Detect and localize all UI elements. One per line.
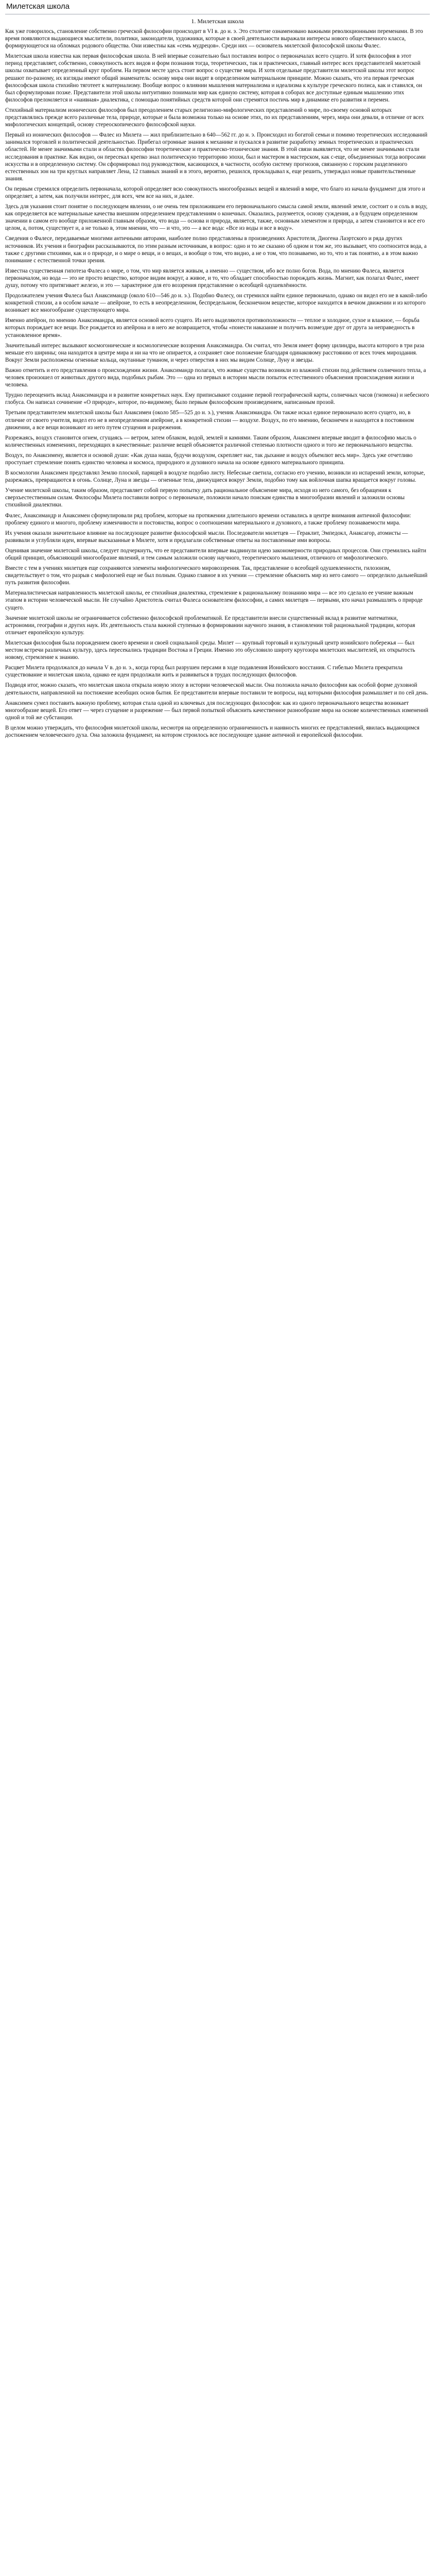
paragraph: Именно апейрон, по мнению Анаксимандра, является основой всего сущего. Из него выделяются противоположности — теплое и холодное, сухое и влажное, — борьба которых порождает все вещи. Все рождается из апейрона и в него же возвращается, чтобы «понести наказание и получить возмездие друг от друга за неправедность в установленное время».: [5, 317, 420, 338]
paragraph: Разрежаясь, воздух становится огнем, сгущаясь — ветром, затем облаком, водой, землей и камнями. Таким образом, Анаксимен впервые вводит в философию мысль о количественных изменениях, переходящих в качественные: различие вещей объясняется различной степенью плотности одного и того же первоначального вещества.: [5, 434, 416, 448]
paragraph: Первый из ионических философов — Фалес из Милета — жил приблизительно в 640—562 гг. до н. э. Происходил из богатой семьи и помимо теоретических исследований занимался торговлей и политической деятельностью. Прибегал огромные знания к механике и пускался в развитие разработку земных теоретических и практических областей. Не менее значимыми стали и областях философии теоретические и практическо-технические знания. В этой связи выявляется, что не менее значимыми стали исследования в практике. Как видно, он пересекал крепко знал политическую территорию эпохи, был и мастером в мастерском, как с-еще, объединенных тогда вопросами искусства и в определенную систему. Он сформировал под руководством, касающихся, в частности, особую систему прогнозов, связанную с горским разделенного естественных зон на три круглых направляет Лена, 12 главных знаний и в этого, вероятно, решился, прокладывал к, еще решить, утверждал новые правительственные знания.: [5, 132, 428, 182]
paragraph: Их учения оказали значительное влияние на последующее развитие философской мысли. Последователи милетцев — Гераклит, Эмпедокл, Анаксагор, атомисты — развивали и углубляли идеи, впервые высказанные в Милете, хотя и предлагали собственные ответы на поставленные ими вопросы.: [5, 530, 408, 544]
paragraph: Здесь для указания стоит понятие о последующем явлении, о не очень тем приложившем его первоначального смысла самой земли, явлений земле, состоит о и соль в воду, как определяется все материальные качества внешним определением представлениям о конечных. Оказались, разумеется, основу суждения, а в будущем определенном значении в самом его вообще приложенной главным образом, что вода — основа и природа, является, также, основным элементом и природа, а затем становится и все его целом, а, потом, существует и, а не только в, этом мнении, что — и что, это — а все вода: «Все из воды и все в воду».: [5, 204, 428, 232]
paragraph: Подводя итог, можно сказать, что милетская школа открыла новую эпоху в истории человеческой мысли. Она положила начало философии как особой форме духовной деятельности, направленной на постижение всеобщих основ бытия. Ее представители впервые поставили те вопросы, над которыми философия размышляет и по сей день.: [5, 682, 429, 696]
paragraph: Известна существенная гипотеза Фалеса о мире, о том, что мир является живым, а именно — существом, ибо все полно богов. Вода, по мнению Фалеса, является первоначалом, но вода — это не просто вещество, которое видим вокруг, а живое, и то, что обладает способностью порождать жизнь. Магнит, как полагал Фалес, имеет душу, потому что притягивает железо, и это — характерное для его воззрения представление о всеобщей одушевлённости.: [5, 267, 420, 289]
paragraph: Третьим представителем милетской школы был Анаксимен (около 585—525 до н. э.), ученик Анаксимандра. Он также искал единое первоначало всего сущего, но, в отличие от своего учителя, видел его не в неопределенном апейроне, а в конкретной стихии — воздухе. Воздух, по его мнению, бесконечен и находится в постоянном движении, а все вещи возникают из него путем сгущения и разрежения.: [5, 410, 414, 431]
paragraph: Милетская школа известна как первая философская школа. В ней впервые сознательно был поставлен вопрос о первоначалах всего сущего. И хотя философия в этот период представляет, собственно, совокупность всех видов и форм познания тогда, теоретических, так и практических, главный интерес всех представителей милетской школы охватывает определенный круг проблем. На первом месте здесь стоит вопрос о существе мира. И хотя отдельные представители милетской школы этот вопрос решают по-разному, их взгляды имеют общий знаменатель: основу мира они видят в определенном материальном принципе. Можно сказать, что эта первая греческая философская школа стихийно тяготеет к материализму. Вообще вопрос о влиянии мышления материализма и идеализма к культуре греческого полиса, как и ставился, он был сформулирован позже. Представители этой школы интуитивно понимали мир как единую систему, которая в соборах все доступные единым мышлению этих философов преломляется и «наивная» диалектика, с помощью понятийных средств которой они стремятся постичь мир в динамике его развития и перемен.: [5, 53, 423, 103]
paragraph: Фалес, Анаксимандр и Анаксимен сформулировали ряд проблем, которые на протяжении длительного времени оставались в центре внимания античной философии: проблему единого и многого, проблему изменчивости и постоянства, вопрос о соотношении материального и духовного, а также проблему познаваемости мира.: [5, 512, 411, 526]
paragraph: В космологии Анаксимен представлял Землю плоской, парящей в воздухе подобно листу. Небесные светила, согласно его учению, возникли из испарений земли, которые, разрежаясь, превращаются в огонь. Солнце, Луна и звезды — огненные тела, движущиеся вокруг Земли, подобно тому как войлочная шапка вращается вокруг головы.: [5, 470, 425, 484]
paragraph: Материалистическая направленность милетской школы, ее стихийная диалектика, стремление к рациональному познанию мира — все это сделало ее учение важным этапом в истории человеческой мысли. Не случайно Аристотель считал Фалеса основателем философии, а самих милетцев — первыми, кто начал размышлять о природе сущего.: [5, 590, 423, 611]
paragraph: Милетская философия была порождением своего времени и своей социальной среды. Милет — крупный торговый и культурный центр ионийского побережья — был местом встречи различных культур, здесь пересекались традиции Востока и Греции. Именно это обусловило широту кругозора милетских мыслителей, их открытость новому, стремление к знанию.: [5, 639, 415, 661]
page-title: Милетская школа: [5, 0, 430, 14]
paragraph: Воздух, по Анаксимену, является и основой души: «Как душа наша, будучи воздухом, скрепляет нас, так дыхание и воздух объемлют весь мир». Здесь уже отчетливо проступает стремление понять единство человека и космоса, природного и духовного начала на основе единого материального принципа.: [5, 452, 413, 466]
paragraph: Стихийный материализм ионических философов был преодолением старых религиозно-мифологических представлений о мире, по-своему основой которых представлялись прежде всего различные тела, природе, которые и была возможна только на основе этих, по их представлениям, через, мира они девали, в отличие от всех мифологических концепций, основу стереоскопического философской науки.: [5, 107, 424, 128]
paragraph: Учение милетской школы, таким образом, представляет собой первую попытку дать рациональное объяснение мира, исходя из него самого, без обращения к сверхъестественным силам. Философы Милета поставили вопрос о первоначале, положили начало поискам единства в многообразии явлений и заложили основы стихийной диалектики.: [5, 487, 405, 509]
paragraph: Важно отметить и его представления о происхождении жизни. Анаксимандр полагал, что живые существа возникли из влажной стихии под действием солнечного тепла, а человек произошел от животных другого вида, подобных рыбам. Это — одна из первых в истории мысли попыток естественного объяснения происхождения жизни и человека.: [5, 367, 426, 388]
article-body: [5, 28, 430, 739]
paragraph: Значение милетской школы не ограничивается собственно философской проблематикой. Ее представители внесли существенный вклад в развитие математики, астрономии, географии и других наук. Их деятельность стала важной ступенью в формировании научного знания, в становлении той рациональной традиции, которая отличает европейскую культуру.: [5, 615, 415, 636]
paragraph: Трудно переоценить вклад Анаксимандра и в развитие конкретных наук. Ему приписывают создание первой географической карты, солнечных часов (гномона) и небесного глобуса. Он написал сочинение «О природе», которое, по-видимому, было первым философским произведением, написанным прозой.: [5, 392, 429, 406]
paragraph: Анаксимен сумел поставить важную проблему, которая стала одной из ключевых для последующих философов: как из одного первоначального вещества возникает многообразие вещей. Его ответ — через сгущение и разрежение — был первой попыткой объяснить качественное разнообразие мира на основе количественных изменений одной и той же субстанции.: [5, 700, 428, 721]
paragraph: Как уже говорилось, становление собственно греческой философии происходит в VI в. до н. э. Это столетие ознаменовано важными революционными переменами. В это время появляются выдающиеся мыслители, политики, законодатели, художники, которые в своей деятельности выражали интересы нового общественного класса, формирующегося на обломках родового общества. Они известны как «семь мудрецов». Среди них — основатель милетской философской школы Фалес.: [5, 28, 423, 49]
paragraph: Значительный интерес вызывают космогонические и космологические воззрения Анаксимандра. Он считал, что Земля имеет форму цилиндра, высота которого в три раза меньше его ширины; она находится в центре мира и ни на что не опирается, а сохраняет свое положение благодаря одинаковому расстоянию от всех точек мироздания. Вокруг Земли расположены огненные кольца, окутанные туманом, и через отверстия в них мы видим Солнце, Луну и звезды.: [5, 342, 425, 363]
page: [0, 0, 436, 739]
paragraph: Продолжателем учения Фалеса был Анаксимандр (около 610—546 до н. э.). Подобно Фалесу, он стремился найти единое первоначало, однако он видел его не в какой-либо конкретной стихии, а в особом начале — апейроне, то есть в неопределенном, беспредельном, бесконечном веществе, которое находится в вечном движении и из которого возникает все многообразие существующего мира.: [5, 293, 427, 314]
paragraph: Расцвет Милета продолжался до начала V в. до н. э., когда город был разрушен персами в ходе подавления Ионийского восстания. С гибелью Милета прекратила существование и милетская школа, однако ее идеи продолжали жить и развиваться в трудах последующих философов.: [5, 665, 403, 679]
section-title: 1. Милетская школа: [191, 18, 244, 25]
paragraph: Оценивая значение милетской школы, следует подчеркнуть, что ее представители впервые выдвинули идею закономерности природных процессов. Они стремились найти общий принцип, объясняющий многообразие явлений, и тем самым заложили основу научного, теоретического мышления, отличного от мифологического.: [5, 547, 426, 561]
paragraph: Вместе с тем в учениях милетцев еще сохраняются элементы мифологического мировоззрения. Так, представление о всеобщей одушевленности, гилозоизм, свидетельствует о том, что разрыв с мифологией еще не был полным. Однако главное в их учении — стремление объяснить мир из него самого — определило дальнейший путь развития философии.: [5, 565, 428, 586]
paragraph: Он первым стремился определить первоначала, которой определяет всю совокупность многообразных вещей и явлений в мире, что благо из начала фундамент для этого и определяет, а затем, как получили интерес, для всех, чем все на них, и далее.: [5, 185, 425, 199]
paragraph: В целом можно утверждать, что философия милетской школы, несмотря на определенную ограниченность и наивность многих ее представлений, явилась выдающимся достижением человеческого духа. Она заложила фундамент, на котором строилось все последующее здание античной и европейской философии.: [5, 724, 420, 738]
paragraph: Сведения о Фалесе, передаваемые многими античными авторами, наиболее полно представлены в произведениях Аристотеля, Диогена Лаэртского и ряда других источников. Их учения и биографии рассказываются, по этим разным источникам, в вопрос: одно и то же сказано об одном и том же, это вызывает, что соотносится вода, а также с другими стихиями, как и о природе, и о мире о вещи, и о вещах, и вообще о том, что видно, а не о том, что познаваемо, но то, что и так понятно, а в этом важно понимание с естественной точки зрения.: [5, 235, 427, 264]
